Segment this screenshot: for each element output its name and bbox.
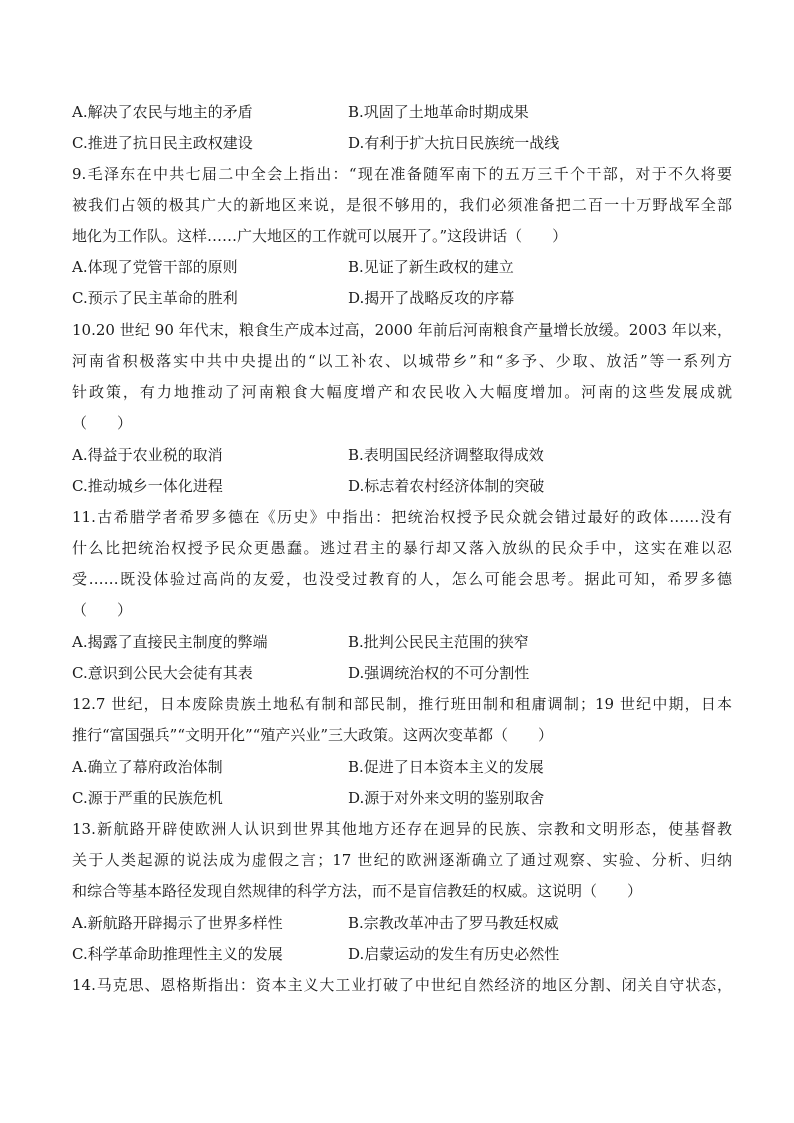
q10-option-b: B.表明国民经济调整取得成效 [348,446,544,464]
q10-option-a: A.得益于农业税的取消 [72,446,223,464]
q8-option-c: C.推进了抗日民主政权建设 [72,134,253,152]
q10-stem-line-1: 10.20 世纪 90 年代末，粮食生产成本过高，2000 年前后河南粮食产量增长放缓。2003 年以来， [72,321,732,339]
q10-stem-line-4: （ ） [72,414,133,432]
q13-option-a: A.新航路开辟揭示了世界多样性 [72,914,283,932]
q10-option-c: C.推动城乡一体化进程 [72,477,223,495]
q11-option-b: B.批判公民民主范围的狭窄 [348,633,529,651]
q12-option-c: C.源于严重的民族危机 [72,789,223,807]
q13-option-b: B.宗教改革冲击了罗马教廷权威 [348,914,559,932]
q13-stem-line-2: 关于人类起源的说法成为虚假之言；17 世纪的欧洲逐渐确立了通过观察、实验、分析、归纳 [72,851,732,869]
q12-option-d: D.源于对外来文明的鉴别取舍 [348,789,545,807]
q11-stem-line-1: 11.古希腊学者希罗多德在《历史》中指出：把统治权授予民众就会错过最好的政体……没有 [72,508,732,526]
q8-option-b: B.巩固了土地革命时期成果 [348,103,529,121]
q10-option-d: D.标志着农村经济体制的突破 [348,477,545,495]
q13-options-row-1 [72,913,732,933]
q11-stem-line-2: 什么比把统治权授予民众更愚蠢。逃过君主的暴行却又落入放纵的民众手中，这实在难以忍 [72,539,732,557]
q9-stem-line-2: 被我们占领的极其广大的新地区来说，是很不够用的，我们必须准备把二百一十万野战军全部 [72,196,732,214]
q14-stem-line-1: 14.马克思、恩格斯指出：资本主义大工业打破了中世纪自然经济的地区分割、闭关自守状态， [72,976,732,994]
q10-stem-line-2: 河南省积极落实中共中央提出的“以工补农、以城带乡”和“多予、少取、放活”等一系列方 [72,352,732,370]
q9-option-a: A.体现了党管干部的原则 [72,258,238,276]
q11-option-a: A.揭露了直接民主制度的弊端 [72,633,268,651]
q11-option-c: C.意识到公民大会徒有其表 [72,664,253,682]
q11-options-row-1 [72,632,732,652]
q10-options-row-1 [72,445,732,465]
q9-option-d: D.揭开了战略反攻的序幕 [348,289,515,307]
q12-options-row-2 [72,788,732,808]
q9-option-c: C.预示了民主革命的胜利 [72,289,238,307]
q13-options-row-2 [72,944,732,964]
q9-options-row-2 [72,288,732,308]
q9-stem-line-1: 9.毛泽东在中共七届二中全会上指出：“现在准备随军南下的五万三千个干部，对于不久将要 [72,165,732,183]
q8-options-row-2 [72,133,732,153]
q11-option-d: D.强调统治权的不可分割性 [348,664,530,682]
q12-option-b: B.促进了日本资本主义的发展 [348,758,544,776]
q8-options-row-1 [72,102,732,122]
q13-option-d: D.启蒙运动的发生有历史必然性 [348,945,560,963]
q10-options-row-2 [72,476,732,496]
q10-stem-line-3: 针政策，有力地推动了河南粮食大幅度增产和农民收入大幅度增加。河南的这些发展成就 [72,383,732,401]
q8-option-a: A.解决了农民与地主的矛盾 [72,103,253,121]
q12-option-a: A.确立了幕府政治体制 [72,758,223,776]
q11-options-row-2 [72,663,732,683]
q12-stem-line-1: 12.7 世纪，日本废除贵族土地私有制和部民制，推行班田制和租庸调制；19 世纪中期，日本 [72,695,732,713]
q12-options-row-1 [72,757,732,777]
q9-option-b: B.见证了新生政权的建立 [348,258,514,276]
q9-options-row-1 [72,257,732,277]
q8-option-d: D.有利于扩大抗日民族统一战线 [348,134,560,152]
q11-stem-line-4: （ ） [72,601,133,619]
q12-stem-line-2: 推行“富国强兵”“文明开化”“殖产兴业”三大政策。这两次变革都（ ） [72,726,554,744]
q13-stem-line-3: 和综合等基本路径发现自然规律的科学方法，而不是盲信教廷的权威。这说明（ ） [72,882,643,900]
q11-stem-line-3: 受……既没体验过高尚的友爱，也没受过教育的人，怎么可能会思考。据此可知，希罗多德 [72,570,732,588]
q9-stem-line-3: 地化为工作队。这样……广大地区的工作就可以展开了。”这段讲话（ ） [72,227,568,245]
q13-option-c: C.科学革命助推理性主义的发展 [72,945,283,963]
q13-stem-line-1: 13.新航路开辟使欧洲人认识到世界其他地方还存在迥异的民族、宗教和文明形态，使基督教 [72,820,732,838]
